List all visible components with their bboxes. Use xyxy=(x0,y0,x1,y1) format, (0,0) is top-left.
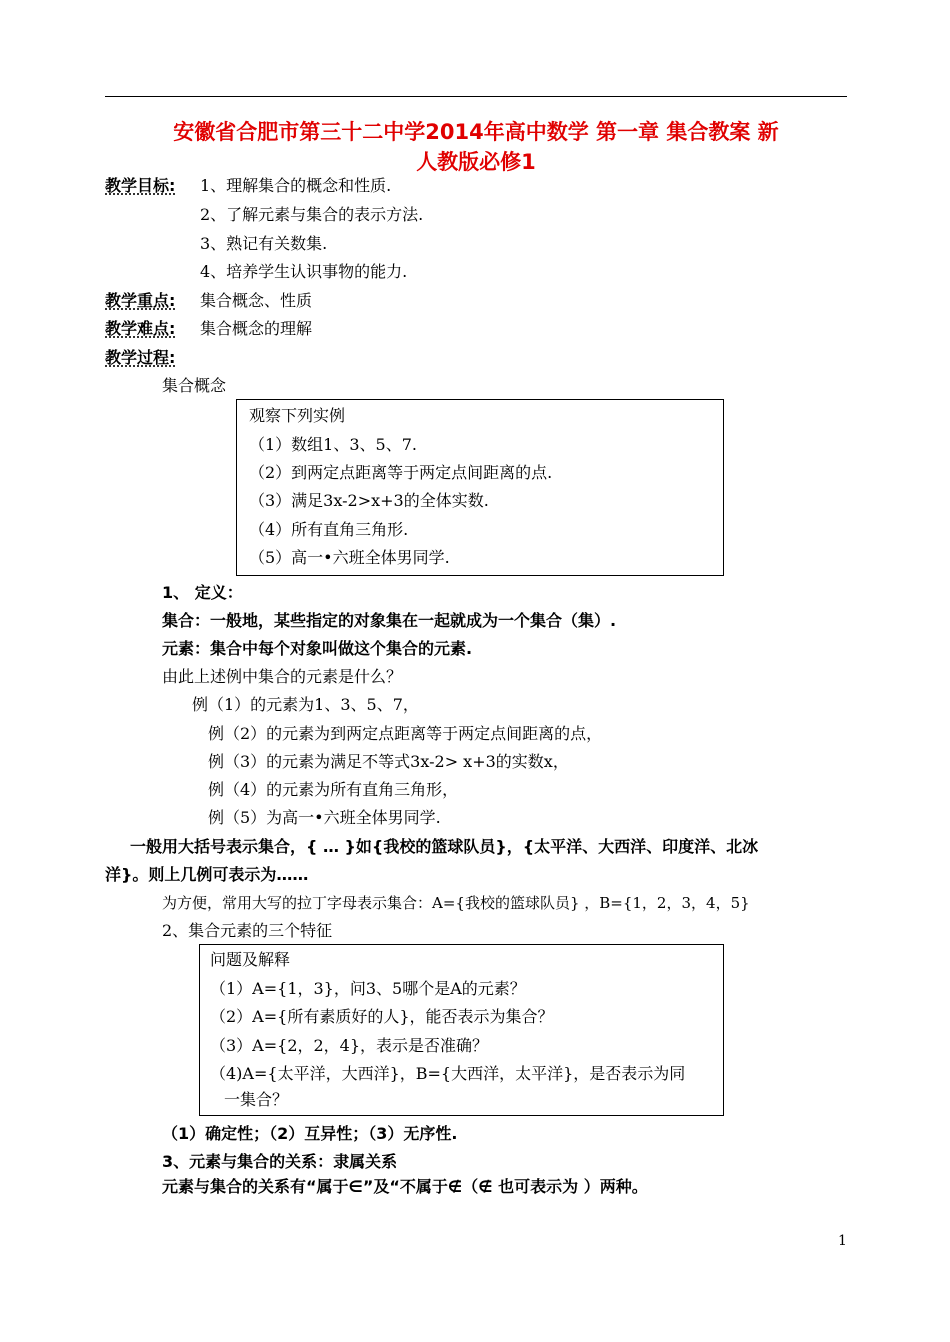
box-item: （2）到两定点距离等于两定点间距离的点. xyxy=(249,463,553,482)
relation-heading: 3、元素与集合的关系：隶属关系 xyxy=(162,1152,398,1171)
example-line: 例（5）为高一•六班全体男同学. xyxy=(208,808,441,827)
difficulties-label: 教学难点: xyxy=(105,319,176,338)
latin-letters-line: 为方便，常用大写的拉丁字母表示集合：A={我校的篮球队员} ，B={1，2，3，4，5} xyxy=(162,894,750,912)
difficulties-text: 集合概念的理解 xyxy=(200,319,313,338)
page-number: 1 xyxy=(838,1233,847,1249)
box-item: （4）所有直角三角形. xyxy=(249,520,409,539)
box-item: 一集合？ xyxy=(224,1090,289,1109)
box-item: （3）满足3x-2>x+3的全体实数. xyxy=(249,491,489,510)
definition-heading: 1、 定义： xyxy=(162,583,243,602)
objective-item: 3、熟记有关数集. xyxy=(200,234,328,253)
box-item: （3）A={2，2，4}，表示是否准确？ xyxy=(210,1036,489,1055)
key-points-text: 集合概念、性质 xyxy=(200,291,313,310)
element-definition: 元素：集合中每个对象叫做这个集合的元素. xyxy=(162,639,473,658)
objective-item: 2、了解元素与集合的表示方法. xyxy=(200,205,424,224)
properties-line: （1）确定性；（2）互异性；（3）无序性. xyxy=(162,1124,458,1143)
box-heading: 问题及解释 xyxy=(210,950,291,969)
box-item: （4)A={太平洋，大西洋}，B={大西洋，太平洋}，是否表示为同 xyxy=(210,1064,686,1083)
box-heading: 观察下列实例 xyxy=(249,406,346,425)
example-line: 例（4）的元素为所有直角三角形， xyxy=(208,780,459,799)
examples-box xyxy=(236,399,724,576)
set-definition: 集合：一般地，某些指定的对象集在一起就成为一个集合（集）. xyxy=(162,611,617,630)
box-item: （2）A={所有素质好的人}，能否表示为集合？ xyxy=(210,1007,554,1026)
definition-question: 由此上述例中集合的元素是什么？ xyxy=(162,667,403,686)
objective-item: 4、培养学生认识事物的能力. xyxy=(200,262,408,281)
process-label: 教学过程: xyxy=(105,348,176,367)
section-concept: 集合概念 xyxy=(162,376,227,395)
features-heading: 2、集合元素的三个特征 xyxy=(162,921,333,940)
key-points-label: 教学重点: xyxy=(105,291,176,310)
example-line: 例（2）的元素为到两定点距离等于两定点间距离的点， xyxy=(208,724,603,743)
box-item: （5）高一•六班全体男同学. xyxy=(249,548,450,567)
relation-text: 元素与集合的关系有“属于∈”及“不属于∉（∉ 也可表示为 ）两种。 xyxy=(162,1177,648,1196)
title-line-1: 安徽省合肥市第三十二中学2014年高中数学 第一章 集合教案 新 xyxy=(173,120,779,144)
objective-item: 1、理解集合的概念和性质. xyxy=(200,176,392,195)
header-rule xyxy=(105,96,847,97)
braces-line-1: 一般用大括号表示集合，{ … }如{我校的篮球队员}，{太平洋、大西洋、印度洋、北冰 xyxy=(130,837,759,856)
example-line: 例（3）的元素为满足不等式3x-2> x+3的实数x， xyxy=(208,752,569,771)
title-line-2: 人教版必修1 xyxy=(416,150,536,174)
box-item: （1）数组1、3、5、7. xyxy=(249,435,417,454)
objectives-label: 教学目标: xyxy=(105,176,176,195)
braces-line-2: 洋}。则上几例可表示为…… xyxy=(105,865,309,884)
box-item: （1）A={1，3}，问3、5哪个是A的元素？ xyxy=(210,979,526,998)
questions-box xyxy=(199,944,724,1116)
example-line: 例（1）的元素为1、3、5、7， xyxy=(192,695,419,714)
